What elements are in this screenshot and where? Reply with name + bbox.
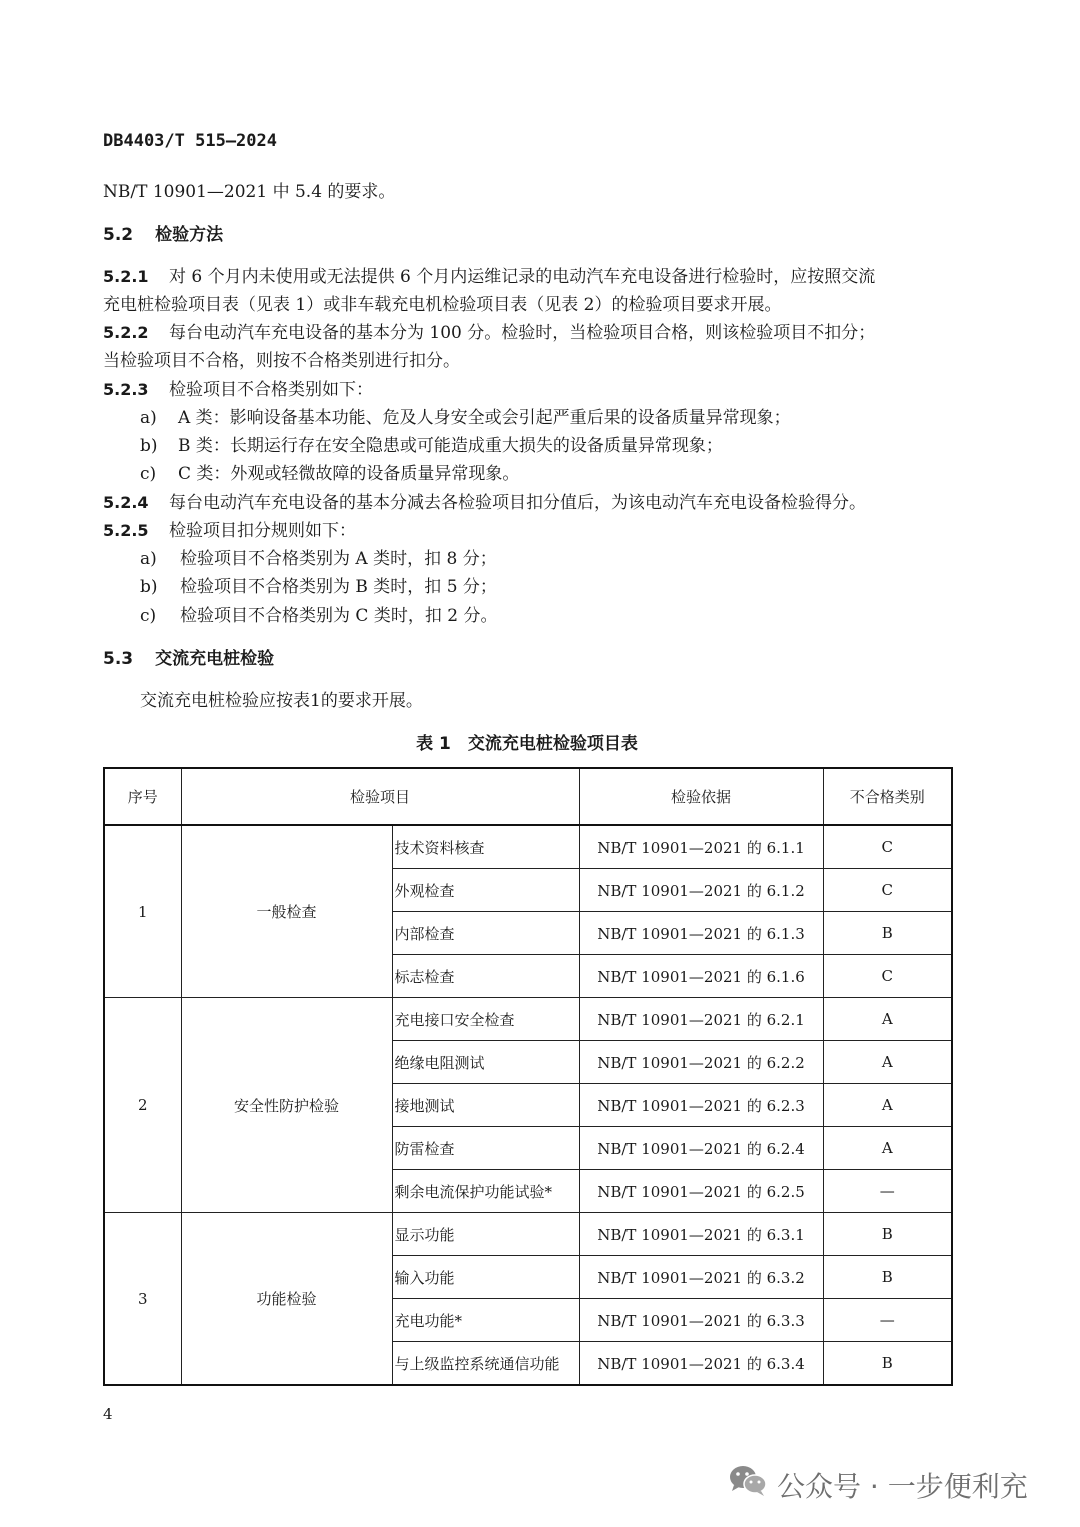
inspection-table: [103, 767, 953, 1386]
section-number: 5.3: [103, 649, 134, 669]
item-cell: 标志检查: [392, 955, 579, 998]
basis-cell: NB/T 10901—2021 的 6.3.3: [579, 1299, 823, 1342]
category-cell: A: [823, 1084, 952, 1127]
list-item: [140, 459, 519, 484]
table-caption: 表 1 交流充电桩检验项目表: [416, 734, 638, 754]
item-cell: 与上级监控系统通信功能: [392, 1342, 579, 1386]
item-cell: 充电接口安全检查: [392, 998, 579, 1041]
basis-cell: NB/T 10901—2021 的 6.1.1: [579, 825, 823, 869]
list-label: c): [140, 606, 157, 626]
clause-5-2-1-cont: 充电桩检验项目表（见表 1）或非车载充电机检验项目表（见表 2）的检验项目要求开展。: [103, 295, 782, 315]
basis-cell: NB/T 10901—2021 的 6.2.5: [579, 1170, 823, 1213]
section-number: 5.2: [103, 225, 134, 245]
category-cell: C: [823, 869, 952, 912]
header-category: 不合格类别: [823, 768, 952, 825]
group-name: 安全性防护检验: [181, 998, 392, 1213]
table-row: [104, 1213, 952, 1256]
basis-cell: NB/T 10901—2021 的 6.1.2: [579, 869, 823, 912]
section-title: 检验方法: [155, 225, 224, 245]
item-cell: 技术资料核查: [392, 825, 579, 869]
category-cell: A: [823, 1041, 952, 1084]
item-cell: 显示功能: [392, 1213, 579, 1256]
clause-text: 对 6 个月内未使用或无法提供 6 个月内运维记录的电动汽车充电设备进行检验时，应按照交流: [169, 267, 876, 287]
basis-cell: NB/T 10901—2021 的 6.2.3: [579, 1084, 823, 1127]
group-name: 功能检验: [181, 1213, 392, 1386]
table-header-row: [104, 768, 952, 825]
basis-cell: NB/T 10901—2021 的 6.3.4: [579, 1342, 823, 1386]
doc-code: DB4403/T 515—2024: [103, 131, 277, 151]
basis-cell: NB/T 10901—2021 的 6.1.3: [579, 912, 823, 955]
group-number: 2: [104, 998, 181, 1213]
list-item: [140, 601, 497, 626]
item-cell: 防雷检查: [392, 1127, 579, 1170]
basis-cell: NB/T 10901—2021 的 6.1.6: [579, 955, 823, 998]
category-cell: B: [823, 912, 952, 955]
list-item: [140, 544, 497, 569]
list-item: [140, 572, 497, 597]
basis-cell: NB/T 10901—2021 的 6.2.2: [579, 1041, 823, 1084]
clause-5-2-1: [103, 262, 875, 287]
watermark-text: 公众号 · 一步便利充: [777, 1470, 1028, 1503]
header-serial: 序号: [104, 768, 181, 825]
list-text: 检验项目不合格类别为 C 类时，扣 2 分。: [180, 606, 498, 626]
clause-5-2-2: [103, 318, 875, 343]
clause-5-2-5: [103, 516, 356, 541]
category-cell: A: [823, 1127, 952, 1170]
clause-number: 5.2.4: [103, 493, 149, 512]
item-cell: 充电功能*: [392, 1299, 579, 1342]
basis-cell: NB/T 10901—2021 的 6.2.1: [579, 998, 823, 1041]
list-label: c): [140, 464, 157, 484]
section-5-3-text: 交流充电桩检验应按表1的要求开展。: [140, 691, 423, 711]
list-text: B 类：长期运行存在安全隐患或可能造成重大损失的设备质量异常现象；: [178, 436, 723, 456]
item-cell: 绝缘电阻测试: [392, 1041, 579, 1084]
clause-text: 检验项目不合格类别如下：: [169, 380, 373, 400]
wechat-icon: [728, 1463, 768, 1499]
table-row: [104, 825, 952, 869]
table-row: [104, 998, 952, 1041]
category-cell: A: [823, 998, 952, 1041]
page-number: 4: [103, 1405, 113, 1423]
list-text: 检验项目不合格类别为 A 类时，扣 8 分；: [180, 549, 497, 569]
category-cell: C: [823, 825, 952, 869]
group-name: 一般检查: [181, 825, 392, 998]
clause-number: 5.2.2: [103, 323, 149, 342]
list-label: a): [140, 408, 157, 428]
clause-number: 5.2.5: [103, 521, 149, 540]
clause-text: 每台电动汽车充电设备的基本分减去各检验项目扣分值后，为该电动汽车充电设备检验得分。: [169, 493, 866, 513]
category-cell: —: [823, 1170, 952, 1213]
category-cell: —: [823, 1299, 952, 1342]
section-title: 交流充电桩检验: [155, 649, 275, 669]
item-cell: 接地测试: [392, 1084, 579, 1127]
continuation-line: NB/T 10901—2021 中 5.4 的要求。: [103, 182, 396, 202]
item-cell: 剩余电流保护功能试验*: [392, 1170, 579, 1213]
clause-number: 5.2.3: [103, 380, 149, 399]
item-cell: 内部检查: [392, 912, 579, 955]
basis-cell: NB/T 10901—2021 的 6.2.4: [579, 1127, 823, 1170]
section-5-3-heading: [103, 644, 274, 669]
list-text: A 类：影响设备基本功能、危及人身安全或会引起严重后果的设备质量异常现象；: [178, 408, 791, 428]
category-cell: B: [823, 1342, 952, 1386]
list-item: [140, 403, 791, 428]
section-5-2-heading: [103, 220, 223, 245]
list-item: [140, 431, 723, 456]
clause-text: 检验项目扣分规则如下：: [169, 521, 356, 541]
basis-cell: NB/T 10901—2021 的 6.3.1: [579, 1213, 823, 1256]
list-text: C 类：外观或轻微故障的设备质量异常现象。: [178, 464, 520, 484]
list-text: 检验项目不合格类别为 B 类时，扣 5 分；: [180, 577, 497, 597]
clause-5-2-4: [103, 488, 866, 513]
list-label: b): [140, 577, 158, 597]
list-label: b): [140, 436, 158, 456]
item-cell: 输入功能: [392, 1256, 579, 1299]
category-cell: C: [823, 955, 952, 998]
item-cell: 外观检查: [392, 869, 579, 912]
header-item: 检验项目: [181, 768, 579, 825]
clause-text: 每台电动汽车充电设备的基本分为 100 分。检验时，当检验项目合格，则该检验项目不扣分；: [169, 323, 876, 343]
basis-cell: NB/T 10901—2021 的 6.3.2: [579, 1256, 823, 1299]
category-cell: B: [823, 1213, 952, 1256]
clause-5-2-2-cont: 当检验项目不合格，则按不合格类别进行扣分。: [103, 351, 460, 371]
group-number: 3: [104, 1213, 181, 1386]
clause-5-2-3: [103, 375, 373, 400]
category-cell: B: [823, 1256, 952, 1299]
clause-number: 5.2.1: [103, 267, 149, 286]
group-number: 1: [104, 825, 181, 998]
header-basis: 检验依据: [579, 768, 823, 825]
list-label: a): [140, 549, 157, 569]
